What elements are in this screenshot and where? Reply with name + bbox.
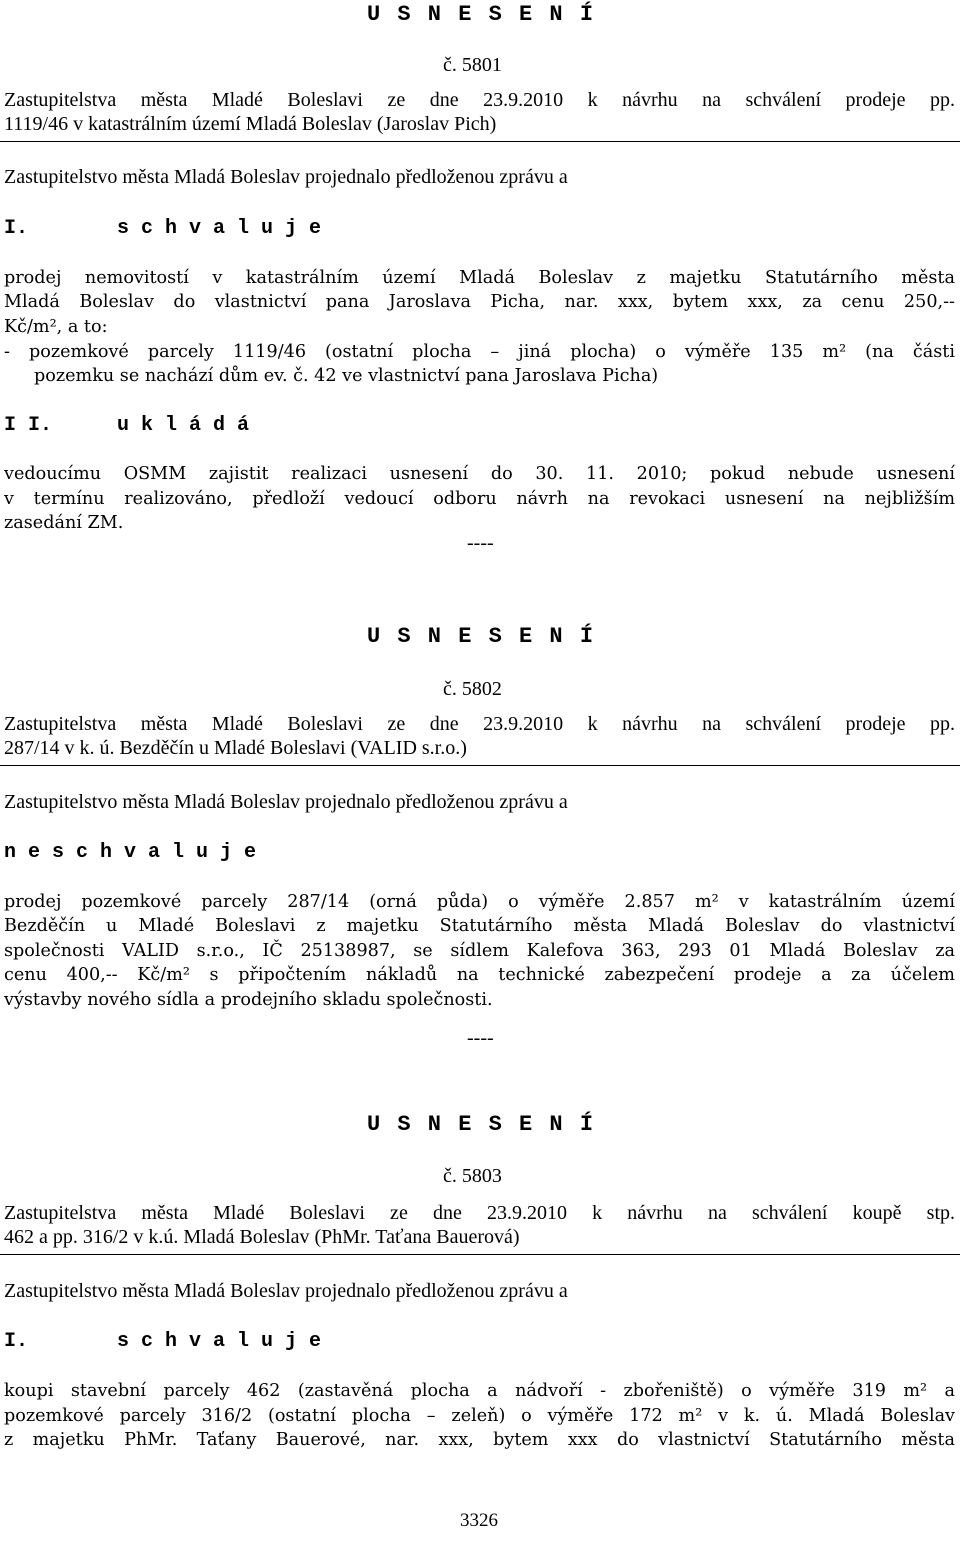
part-roman-numeral: I. — [4, 1330, 29, 1353]
title-underline — [0, 141, 960, 142]
resolution-number: č. 5801 — [443, 54, 502, 76]
body-line: Mladá Boleslav do vlastnictví pana Jaroslava Picha, nar. xxx, bytem xxx, za cenu 250,-- — [4, 292, 955, 312]
intro-text: Zastupitelstvo města Mladá Boleslav projednalo předloženou zprávu a — [4, 791, 568, 813]
body-line: z majetku PhMr. Taťany Bauerové, nar. xxx, bytem xxx do vlastnictví Statutárního města — [4, 1430, 955, 1450]
body-line: cenu 400,-- Kč/m² s připočtením nákladů na technické zabezpečení prodeje a za účelem — [4, 965, 955, 985]
body-line: Bezděčín u Mladé Boleslavi z majetku Statutárního města Mladá Boleslav do vlastnictví — [4, 916, 955, 936]
body-line: - pozemkové parcely 1119/46 (ostatní plocha – jiná plocha) o výměře 135 m² (na části — [4, 342, 955, 362]
body-line: vedoucímu OSMM zajistit realizaci usnesení do 30. 11. 2010; pokud nebude usnesení — [4, 464, 955, 484]
page-number: 3326 — [460, 1510, 498, 1531]
body-line: Kč/m², a to: — [4, 317, 108, 337]
intro-text: Zastupitelstvo města Mladá Boleslav projednalo předloženou zprávu a — [4, 166, 568, 188]
body-line: prodej nemovitostí v katastrálním území Mladá Boleslav z majetku Statutárního města — [4, 268, 955, 288]
body-line: pozemku se nachází dům ev. č. 42 ve vlastnictví pana Jaroslava Picha) — [34, 366, 659, 386]
body-line: v termínu realizováno, předloží vedoucí odboru návrh na revokaci usnesení na nejbližším — [4, 489, 955, 509]
intro-text: Zastupitelstvo města Mladá Boleslav projednalo předloženou zprávu a — [4, 1280, 568, 1302]
body-line: výstavby nového sídla a prodejního skladu společnosti. — [4, 990, 493, 1010]
part-verb: u k l á d á — [117, 414, 250, 437]
resolution-heading: U S N E S E N Í — [367, 2, 596, 27]
part-verb: s c h v a l u j e — [117, 1330, 322, 1353]
resolution-title-line: Zastupitelstva města Mladé Boleslavi ze dne 23.9.2010 k návrhu na schválení prodeje pp. — [4, 89, 955, 111]
part-verb: n e s c h v a l u j e — [4, 841, 257, 864]
body-line: prodej pozemkové parcely 287/14 (orná půda) o výměře 2.857 m² v katastrálním území — [4, 892, 955, 912]
body-line: koupi stavební parcely 462 (zastavěná plocha a nádvoří - zbořeniště) o výměře 319 m² a — [4, 1381, 955, 1401]
resolution-number: č. 5803 — [443, 1165, 502, 1187]
resolution-title-line: Zastupitelstva města Mladé Boleslavi ze dne 23.9.2010 k návrhu na schválení koupě stp. — [4, 1202, 955, 1224]
resolution-heading: U S N E S E N Í — [367, 1112, 596, 1137]
resolution-title-line: Zastupitelstva města Mladé Boleslavi ze dne 23.9.2010 k návrhu na schválení prodeje pp. — [4, 713, 955, 735]
body-line: pozemkové parcely 316/2 (ostatní plocha – zeleň) o výměře 172 m² v k. ú. Mladá Boleslav — [4, 1406, 955, 1426]
title-underline — [0, 765, 960, 766]
resolution-title-line: 1119/46 v katastrálním území Mladá Boleslav (Jaroslav Pich) — [4, 113, 497, 135]
title-underline — [0, 1254, 960, 1255]
body-line: zasedání ZM. — [4, 513, 124, 533]
body-line: společnosti VALID s.r.o., IČ 25138987, se sídlem Kalefova 363, 293 01 Mladá Boleslav za — [4, 941, 955, 961]
resolution-title-line: 287/14 v k. ú. Bezděčín u Mladé Boleslavi (VALID s.r.o.) — [4, 737, 467, 759]
resolution-title-line: 462 a pp. 316/2 v k.ú. Mladá Boleslav (PhMr. Taťana Bauerová) — [4, 1226, 520, 1248]
separator: ---- — [467, 1027, 494, 1049]
part-roman-numeral: I. — [4, 217, 29, 240]
part-roman-numeral: I I. — [4, 414, 53, 437]
part-verb: s c h v a l u j e — [117, 217, 322, 240]
separator: ---- — [467, 532, 494, 554]
resolution-heading: U S N E S E N Í — [367, 624, 596, 649]
resolution-number: č. 5802 — [443, 678, 502, 700]
